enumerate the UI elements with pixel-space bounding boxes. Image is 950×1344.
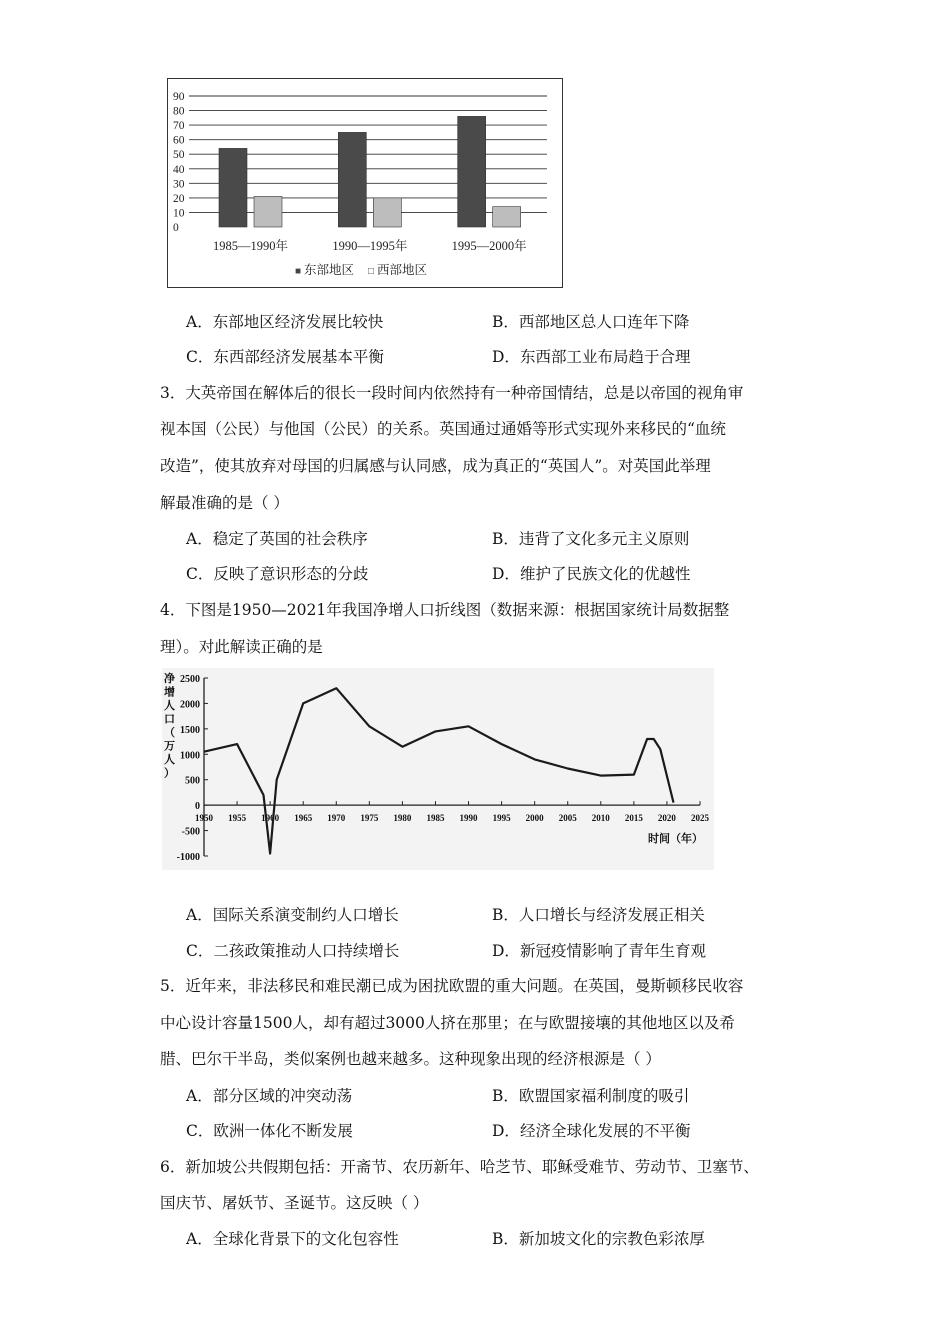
q5-option-b[interactable] (492, 1086, 689, 1106)
y-tick-label: -1000 (176, 852, 200, 863)
option-text: 新冠疫情影响了青年生育观 (519, 942, 706, 960)
y-tick-label: 10 (173, 207, 185, 220)
y-axis-label-char: 万 (164, 740, 175, 753)
legend-symbol-east: ■ (295, 266, 302, 277)
x-tick-label: 1950 (195, 813, 213, 824)
q5-option-a[interactable] (186, 1086, 352, 1106)
bar-west (373, 198, 401, 227)
legend-label-east: 东部地区 (304, 263, 355, 277)
x-tick-label: 1975 (360, 813, 379, 824)
q5-stem-line-2: 中心设计容量1500人，却有超过3000人挤在那里；在与欧盟接壤的其他地区以及希 (160, 1014, 735, 1032)
q3-stem-line-1: 3．大英帝国在解体后的很长一段时间内依然持有一种帝国情结，总是以帝国的视角审 (160, 384, 744, 402)
y-tick-label: 80 (173, 105, 185, 118)
line-chart (162, 668, 714, 870)
bar-east (219, 148, 247, 227)
q3-stem-line-3: 改造”，使其放弃对母国的归属感与认同感，成为真正的“英国人”。对英国此举理 (160, 457, 711, 475)
option-letter: A． (186, 313, 213, 331)
q2-option-c[interactable] (186, 347, 384, 367)
y-axis-label-char: 增 (164, 686, 175, 699)
x-tick-label: 2005 (558, 813, 577, 824)
q4-stem-line-2: 理）。对此解读正确的是 (160, 638, 323, 656)
y-tick-label: 1500 (180, 724, 200, 736)
x-category-label: 1990—1995年 (332, 239, 408, 253)
q6-option-a[interactable] (186, 1229, 399, 1249)
q2-option-b[interactable] (492, 312, 689, 332)
x-tick-label: 1980 (393, 813, 412, 824)
y-tick-label: 20 (173, 192, 185, 205)
option-text: 欧洲一体化不断发展 (213, 1122, 353, 1140)
legend-symbol-west: □ (368, 266, 375, 277)
option-text: 经济全球化发展的不平衡 (519, 1122, 691, 1140)
bar-east (338, 132, 366, 227)
option-letter: D． (492, 942, 520, 960)
y-axis-label-char: 人 (164, 700, 175, 712)
option-letter: A． (186, 530, 213, 548)
q4-option-a[interactable] (186, 905, 399, 925)
option-text: 西部地区总人口连年下降 (518, 313, 690, 331)
option-letter: A． (186, 1230, 213, 1248)
y-axis-label-char: 口 (164, 713, 175, 726)
x-tick-label: 1960 (261, 813, 280, 824)
option-text: 欧盟国家福利制度的吸引 (518, 1087, 690, 1105)
q4-option-d[interactable] (492, 941, 706, 961)
option-letter: A． (186, 906, 213, 924)
legend-label-west: 西部地区 (377, 263, 428, 277)
y-tick-label: -500 (181, 826, 200, 838)
bar-west (254, 196, 282, 227)
option-text: 国际关系演变制约人口增长 (212, 906, 399, 924)
y-tick-label: 50 (173, 149, 185, 162)
x-tick-label: 2000 (525, 813, 544, 824)
q5-option-d[interactable] (492, 1121, 690, 1141)
x-tick-label: 2010 (591, 813, 610, 824)
q4-stem-line-1: 4．下图是1950—2021年我国净增人口折线图（数据来源：根据国家统计局数据整 (160, 601, 730, 619)
option-text: 东西部经济发展基本平衡 (213, 348, 384, 366)
option-letter: A． (186, 1087, 213, 1105)
y-axis-label-char: ） (164, 767, 175, 780)
q4-option-c[interactable] (186, 941, 399, 961)
q5-option-c[interactable] (186, 1121, 353, 1141)
option-text: 东西部工业布局趋于合理 (519, 348, 691, 366)
q5-stem-line-1: 5．近年来，非法移民和难民潮已成为困扰欧盟的重大问题。在英国，曼斯顿移民收容 (160, 977, 744, 995)
y-tick-label: 60 (173, 134, 185, 147)
q2-option-d[interactable] (492, 347, 690, 367)
option-text: 东部地区经济发展比较快 (212, 313, 384, 331)
q3-stem-line-2: 视本国（公民）与他国（公民）的关系。英国通过通婚等形式实现外来移民的“血统 (160, 420, 726, 438)
option-letter: B． (492, 313, 519, 331)
y-tick-label: 90 (173, 91, 185, 103)
option-text: 违背了文化多元主义原则 (518, 530, 690, 548)
x-tick-label: 2015 (624, 813, 643, 824)
y-axis-label-char: 人 (164, 754, 175, 766)
x-axis-label: 时间（年） (648, 833, 703, 845)
y-tick-label: 70 (173, 120, 185, 133)
option-text: 反映了意识形态的分歧 (213, 565, 369, 583)
option-text: 维护了民族文化的优越性 (519, 565, 691, 583)
y-tick-label: 40 (173, 163, 185, 176)
option-letter: D． (492, 348, 520, 366)
bar-west (493, 207, 521, 227)
option-text: 二孩政策推动人口持续增长 (213, 942, 400, 960)
q3-stem-line-4: 解最准确的是（ ） (160, 494, 289, 512)
x-tick-label: 1990 (459, 813, 478, 824)
x-category-label: 1985—1990年 (212, 239, 289, 253)
q6-stem-line-2: 国庆节、屠妖节、圣诞节。这反映（ ） (160, 1194, 429, 1212)
x-tick-label: 2020 (657, 813, 676, 824)
y-tick-label: 1000 (180, 750, 200, 762)
option-text: 全球化背景下的文化包容性 (212, 1230, 399, 1248)
q6-option-b[interactable] (492, 1229, 705, 1249)
option-letter: D． (492, 1122, 520, 1140)
y-tick-label: 2000 (180, 699, 200, 711)
bar-chart (167, 78, 563, 288)
x-tick-label: 1955 (228, 813, 247, 824)
q2-option-a[interactable] (186, 312, 383, 332)
option-letter: C． (186, 942, 214, 960)
option-letter: B． (492, 906, 519, 924)
option-text: 稳定了英国的社会秩序 (212, 530, 368, 548)
y-tick-label: 0 (173, 222, 179, 234)
y-tick-label: 2500 (180, 674, 200, 685)
x-tick-label: 1965 (294, 813, 313, 824)
option-text: 部分区域的冲突动荡 (212, 1087, 353, 1105)
x-tick-label: 2025 (691, 813, 709, 824)
option-letter: D． (492, 565, 520, 583)
q3-option-c[interactable] (186, 564, 368, 584)
y-axis-label-char: （ (164, 727, 175, 739)
x-tick-label: 1985 (426, 813, 445, 824)
option-letter: B． (492, 1230, 519, 1248)
x-tick-label: 1970 (327, 813, 346, 824)
option-text: 新加坡文化的宗教色彩浓厚 (518, 1230, 705, 1248)
x-category-label: 1995—2000年 (451, 239, 527, 253)
y-tick-label: 500 (185, 775, 200, 787)
y-tick-label: 30 (173, 178, 185, 191)
y-axis-label-char: 净 (164, 673, 175, 685)
y-tick-label: 0 (195, 801, 200, 813)
option-letter: B． (492, 1087, 519, 1105)
q3-option-a[interactable] (186, 529, 368, 549)
option-text: 人口增长与经济发展正相关 (518, 906, 705, 924)
bar-east (458, 116, 486, 227)
q5-stem-line-3: 腊、巴尔干半岛，类似案例也越来越多。这种现象出现的经济根源是（ ） (160, 1050, 661, 1068)
q4-option-b[interactable] (492, 905, 705, 925)
q3-option-d[interactable] (492, 564, 690, 584)
option-letter: C． (186, 1122, 214, 1140)
q6-stem-line-1: 6．新加坡公共假期包括：开斋节、农历新年、哈芝节、耶稣受难节、劳动节、卫塞节、 (160, 1158, 759, 1176)
option-letter: C． (186, 348, 214, 366)
option-letter: C． (186, 565, 214, 583)
option-letter: B． (492, 530, 519, 548)
x-tick-label: 1995 (492, 813, 511, 824)
q3-option-b[interactable] (492, 529, 689, 549)
